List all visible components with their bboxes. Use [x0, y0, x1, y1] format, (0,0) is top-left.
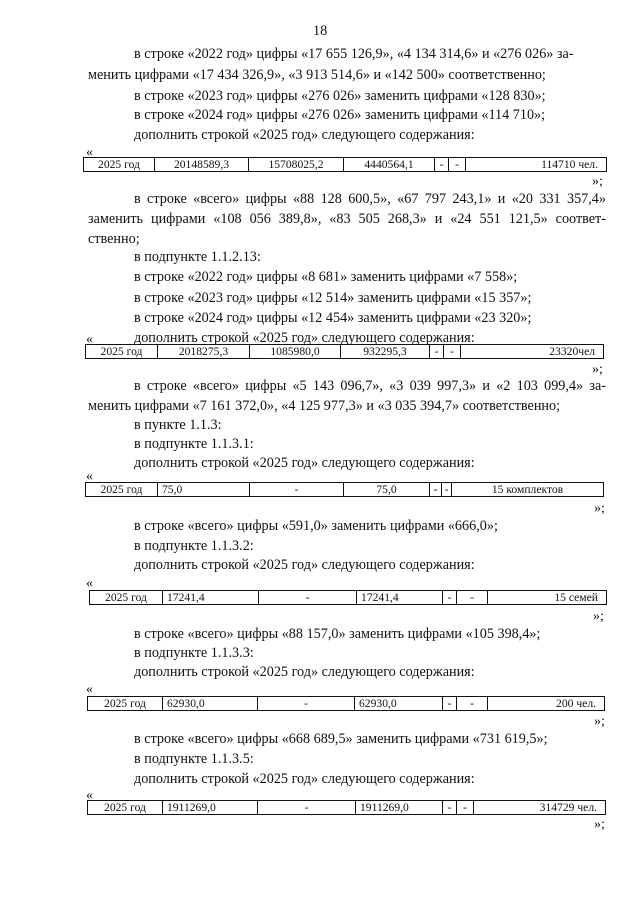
table-cell: 2025 год: [86, 483, 158, 497]
table-cell: -: [443, 591, 457, 605]
table-cell: 4440564,1: [344, 158, 435, 172]
table-row: [85, 482, 604, 497]
table-cell: 2025 год: [90, 591, 163, 605]
text-line: в подпункте 1.1.3.5:: [134, 751, 254, 767]
table-cell: 62930,0: [163, 697, 258, 711]
quote-close: »;: [594, 714, 605, 729]
text-line: дополнить строкой «2025 год» следующего содержания:: [134, 127, 475, 143]
text-line: в строке «всего» цифры «5 143 096,7», «3 039 997,3» и «2 103 099,4» за-: [134, 378, 606, 394]
text-line: менить цифрами «17 434 326,9», «3 913 514,6» и «142 500» соответственно;: [88, 67, 546, 83]
table-cell: -: [430, 483, 442, 497]
text-line: дополнить строкой «2025 год» следующего содержания:: [134, 455, 475, 471]
table-cell: 15 семей: [488, 591, 607, 605]
table-cell: -: [457, 697, 488, 711]
text-line: дополнить строкой «2025 год» следующего содержания:: [134, 557, 475, 573]
text-line: в строке «2023 год» цифры «12 514» заменить цифрами «15 357»;: [134, 290, 532, 306]
text-line: в строке «всего» цифры «88 128 600,5», «67 797 243,1» и «20 331 357,4»: [134, 191, 606, 207]
table-cell: 17241,4: [163, 591, 259, 605]
table-cell: -: [430, 345, 444, 359]
text-line: в подпункте 1.1.3.1:: [134, 436, 254, 452]
table-cell: -: [449, 158, 466, 172]
text-line: в строке «2024 год» цифры «276 026» заменить цифрами «114 710»;: [134, 107, 546, 123]
table-cell: 20148589,3: [155, 158, 249, 172]
text-line: в строке «2022 год» цифры «17 655 126,9», «4 134 314,6» и «276 026» за-: [134, 46, 574, 62]
quote-open: «: [86, 469, 93, 484]
quote-close: »;: [594, 501, 605, 516]
text-line: менить цифрами «7 161 372,0», «4 125 977,3» и «3 035 394,7» соответственно;: [88, 398, 561, 414]
table-row: [87, 696, 605, 711]
table-cell: 314729 чел.: [474, 801, 606, 815]
table-cell: 15 комплектов: [452, 483, 604, 497]
table-cell: 114710 чел.: [466, 158, 607, 172]
table-cell: -: [258, 801, 356, 815]
table-cell: 1911269,0: [356, 801, 443, 815]
table-cell: -: [444, 345, 461, 359]
table-cell: 75,0: [158, 483, 250, 497]
table-cell: 1911269,0: [163, 801, 258, 815]
text-line: дополнить строкой «2025 год» следующего содержания:: [134, 664, 475, 680]
text-line: в подпункте 1.1.3.2:: [134, 538, 254, 554]
page-number: 18: [313, 23, 328, 39]
table-cell: -: [457, 591, 488, 605]
table-cell: 75,0: [344, 483, 430, 497]
quote-close: »;: [594, 817, 605, 832]
table-cell: 2025 год: [88, 697, 163, 711]
text-line: в строке «всего» цифры «591,0» заменить цифрами «666,0»;: [134, 518, 498, 534]
text-line: в строке «всего» цифры «88 157,0» заменить цифрами «105 398,4»;: [134, 626, 541, 642]
table-cell: 2025 год: [86, 345, 158, 359]
table-cell: -: [435, 158, 449, 172]
quote-close: »;: [592, 362, 603, 377]
table-row: [85, 344, 604, 359]
table-cell: -: [258, 697, 355, 711]
text-line: ственно;: [88, 231, 140, 247]
quote-open: «: [86, 682, 93, 697]
quote-open: «: [86, 576, 93, 591]
quote-close: »;: [593, 609, 604, 624]
table-cell: 200 чел.: [488, 697, 605, 711]
text-line: в пункте 1.1.3:: [134, 417, 222, 433]
quote-open: «: [86, 145, 93, 160]
text-line: в подпункте 1.1.3.3:: [134, 645, 254, 661]
table-cell: -: [442, 483, 452, 497]
quote-open: «: [86, 332, 93, 347]
table-cell: -: [457, 801, 474, 815]
quote-close: »;: [592, 174, 603, 189]
table-cell: -: [259, 591, 357, 605]
text-line: дополнить строкой «2025 год» следующего содержания:: [134, 771, 475, 787]
table-cell: -: [250, 483, 344, 497]
text-line: в строке «2023 год» цифры «276 026» заменить цифрами «128 830»;: [134, 88, 546, 104]
table-row: [83, 157, 607, 172]
table-cell: 15708025,2: [249, 158, 344, 172]
text-line: заменить цифрами «108 056 389,8», «83 505 268,3» и «24 551 121,5» соответ-: [88, 211, 606, 227]
table-cell: 23320чел: [461, 345, 604, 359]
text-line: в подпункте 1.1.2.13:: [134, 249, 261, 265]
table-cell: 1085980,0: [250, 345, 341, 359]
table-row: [87, 800, 606, 815]
table-cell: 17241,4: [357, 591, 443, 605]
text-line: дополнить строкой «2025 год» следующего содержания:: [134, 330, 475, 346]
table-row: [89, 590, 607, 605]
table-cell: 932295,3: [341, 345, 430, 359]
quote-open: «: [86, 788, 93, 803]
table-cell: -: [443, 801, 457, 815]
table-cell: 2025 год: [84, 158, 155, 172]
text-line: в строке «всего» цифры «668 689,5» заменить цифрами «731 619,5»;: [134, 731, 548, 747]
text-line: в строке «2024 год» цифры «12 454» заменить цифрами «23 320»;: [134, 310, 532, 326]
table-cell: 2018275,3: [158, 345, 250, 359]
text-line: в строке «2022 год» цифры «8 681» заменить цифрами «7 558»;: [134, 269, 518, 285]
table-cell: 62930,0: [355, 697, 443, 711]
table-cell: 2025 год: [88, 801, 163, 815]
table-cell: -: [443, 697, 457, 711]
